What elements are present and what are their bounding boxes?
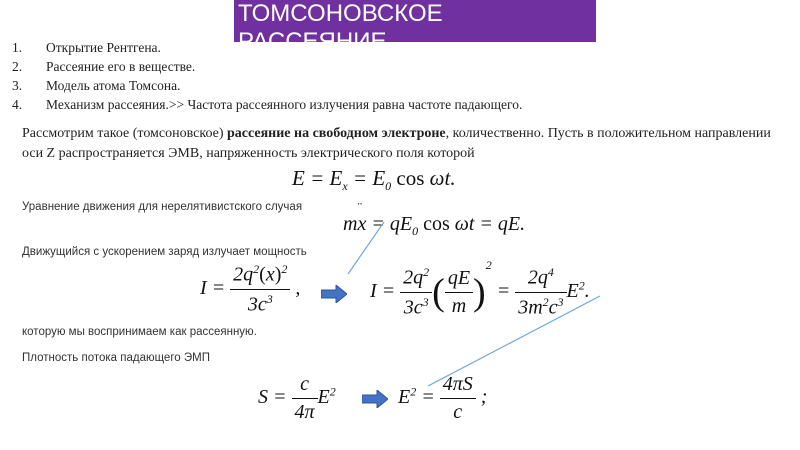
scatter-label: которую мы воспринимаем как рассеянную. [22,326,257,338]
flux-equation: S = $\frac{c}{4\pi}$ $E^2$ [258,373,336,423]
outline-text: Открытие Рентгена. [46,40,161,55]
motion-equation: mx ¨ = $qE_0$ cos ωt = qE. [343,201,526,238]
power-equation-left: I = $\frac{2q^2(x)^2}{3c^3}$ , [200,262,301,316]
radiate-label: Движущийся с ускорением заряд излучает мощность [22,246,307,258]
flux-label: Плотность потока падающего ЭМП [22,352,210,364]
motion-label: Уравнение движения для нерелятивистского случая [22,201,303,213]
outline-number: 2. [12,59,23,74]
outline-text: Механизм рассеяния.>> Частота рассеянного излучения равна частоте падающего. [46,97,523,112]
slide-title-line-2: РАССЕЯНИЕ [238,28,387,55]
outline-number: 3. [12,78,23,93]
connector-line-motion [348,222,384,274]
intro-text-start: Рассмотрим такое (томсоновское) [22,126,227,141]
intro-bold-phrase: рассеяние на свободном электроне [227,126,446,141]
slide-title-line-1: ТОМСОНОВСКОЕ [238,0,443,27]
outline-text: Рассеяние его в веществе. [46,59,196,74]
outline-number: 1. [12,40,23,55]
connector-line-flux [428,296,600,386]
intro-text-end: , количественно. Пусть в положительном направлении оси Z распространяется ЭМВ, напряженность электрического поля которой [22,126,771,161]
field-equation: $E = E_x = E_0$ cos ωt. [292,166,456,194]
field-squared-equation: $E^2$ = $\frac{4\pi S}{c}$ ; [398,373,488,423]
power-equation-right: I = $\frac{2q^2}{3c^3}$ ( $\frac{qE}{m}$ )$^2$ = $\frac{2q^4}{3m^2c^3}$ $E^2$. [370,258,590,319]
outline-number: 4. [12,97,23,112]
outline-text: Модель атома Томсона. [46,78,181,93]
